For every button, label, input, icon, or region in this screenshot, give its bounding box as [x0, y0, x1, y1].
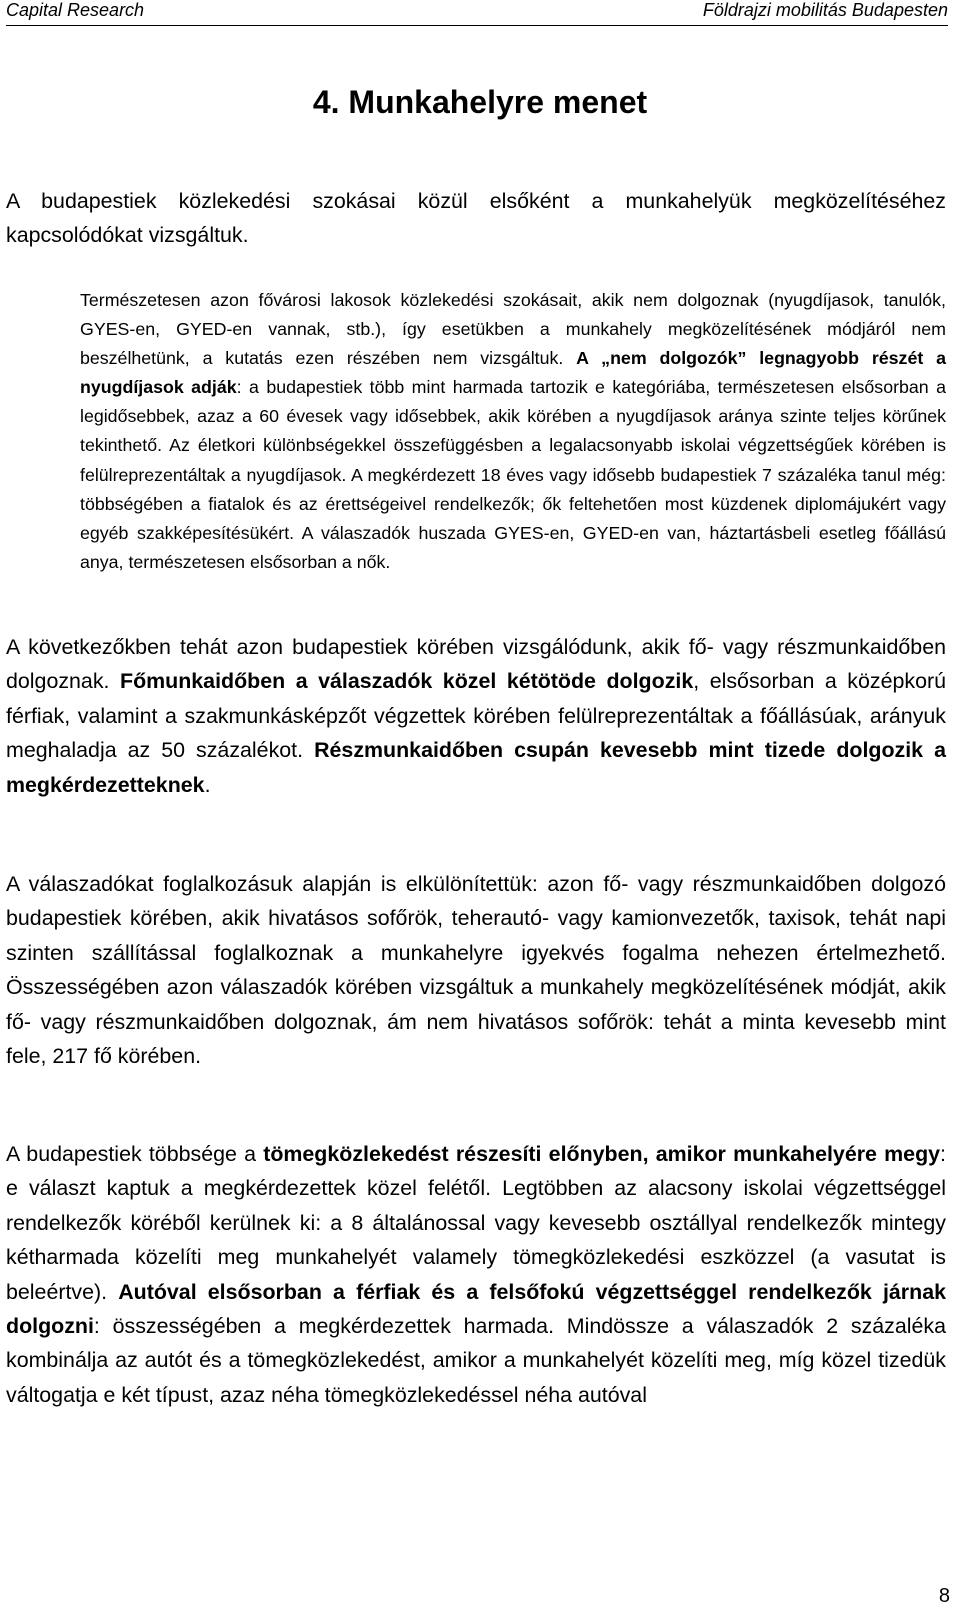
bold-run: tömegközlekedést részesíti előnyben, amikor munkahelyére megy [263, 1142, 941, 1166]
header-divider [6, 25, 948, 26]
paragraph-intro: A budapestiek közlekedési szokásai közül elsőként a munkahelyük megközelítéséhez kapcsolódókat vizsgáltuk. [6, 189, 946, 248]
paragraph-non-workers [80, 286, 946, 577]
bold-run: Részmunkaidőben csupán kevesebb mint tizede dolgozik a megkérdezetteknek [6, 738, 946, 797]
text-run: A budapestiek többsége a [6, 1142, 264, 1166]
text-run: : a budapestiek több mint harmada tartozik e kategóriába, természetesen elsősorban a legidősebbek, azaz a 60 évesek vagy idősebbek, akik körében a nyugdíjasok aránya szinte teljes körűnek tekinthető. Az életkori különbségekkel összefüggésben a legalacsonyabb iskolai végzettségűek körében is felülreprezentáltak a nyugdíjasok. A megkérdezett 18 éves vagy idősebb budapestiek 7 százaléka tanul még: többségében a fiatalok és az érettségeivel rendelkezők; ők feltehetően most küzdenek diplomájukért vagy egyéb szakképesítésükért. A válaszadók huszada GYES-en, GYED-en van, háztartásbeli esetleg főállású anya, természetesen elsősorban a nők. [80, 377, 946, 572]
bold-run: A „nem dolgozók” legnagyobb részét a nyugdíjasok adják [80, 348, 946, 398]
bold-run: Főmunkaidőben a válaszadók közel kétötöde dolgozik [120, 669, 694, 694]
text-run: : összességében a megkérdezettek harmada. Mindössze a válaszadók 2 százaléka kombinálja az autót és a tömegközlekedést, amikor a munkahelyét közelíti meg, míg közel tizedük váltogatja e két típust, azaz néha tömegközlekedéssel néha autóval [6, 1314, 946, 1407]
page-number: 8 [938, 1585, 950, 1607]
header-left: Capital Research [6, 0, 145, 20]
text-run: : e választ kaptuk a megkérdezettek közel felétől. Legtöbben az alacsony iskolai végzettséggel rendelkezők köréből kerülnek ki: a 8 általánossal vagy kevesebb osztállyal rendelkezők mintegy kétharmada közelíti meg munkahelyét valamely tömegközlekedési eszközzel (a vasutat is beleértve). [6, 1142, 946, 1304]
bold-run: Autóval elsősorban a férfiak és a felsőfokú végzettséggel rendelkezők járnak dolgozni [6, 1279, 946, 1339]
text-run: . [204, 772, 211, 797]
paragraph-workers [6, 630, 946, 802]
text-run: A következőkben tehát azon budapestiek körében vizsgálódunk, akik fő- vagy részmunkaidőben dolgoznak. [6, 635, 946, 694]
text-run: Természetesen azon fővárosi lakosok közlekedési szokásait, akik nem dolgoznak (nyugdíjasok, tanulók, GYES-en, GYED-en vannak, stb.), így esetükben a munkahely megközelítésének módjáról nem beszélhetünk, a kutatás ezen részében nem vizsgáltuk. [80, 290, 946, 369]
running-header [0, 0, 960, 24]
paragraph-occupation: A válaszadókat foglalkozásuk alapján is elkülönítettük: azon fő- vagy részmunkaidőben dolgozó budapestiek körében, akik hivatásos sofőrök, teherautó- vagy kamionvezetők, taxisok, tehát napi szinten szállítással foglalkoznak a munkahelyre igyekvés fogalma nehezen értelmezhető. Összességében azon válaszadók körében vizsgáltuk a munkahely megközelítésének módját, akik fő- vagy részmunkaidőben dolgoznak, ám nem hivatásos sofőrök: tehát a minta kevesebb mint fele, 217 fő körében. [6, 872, 946, 1069]
header-right: Földrajzi mobilitás Budapesten [702, 0, 948, 20]
text-run: , elsősorban a középkorú férfiak, valamint a szakmunkásképzőt végzettek körében felülreprezentáltak a főállásúak, arányuk meghaladja az 50 százalékot. [6, 669, 946, 763]
paragraph-transport-mode [6, 1137, 946, 1412]
section-title: 4. Munkahelyre menet [312, 84, 648, 120]
